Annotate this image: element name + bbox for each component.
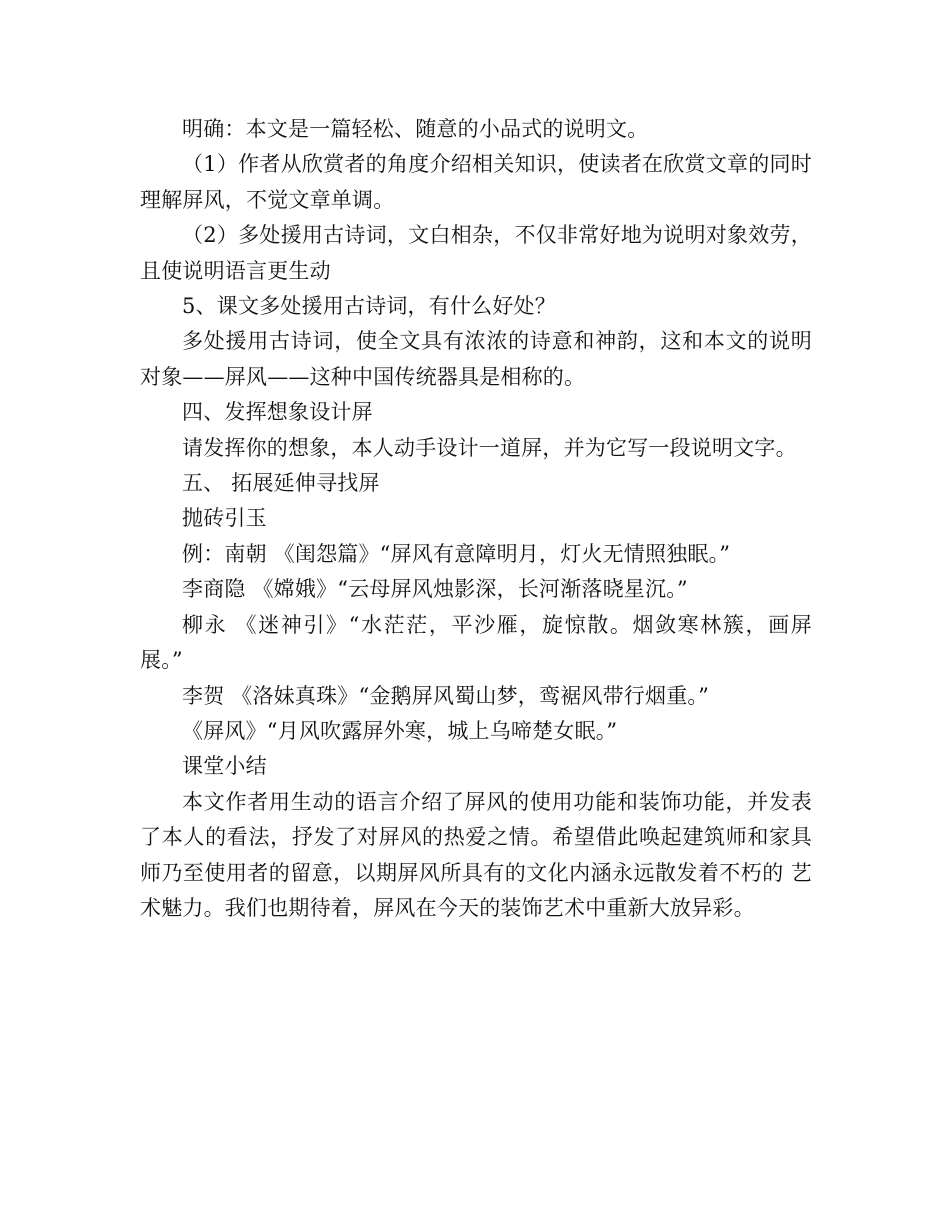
subheading-examples: 抛砖引玉 [182,506,267,531]
quote-southern-dynasty: 例：南朝 《闺怨篇》“屏风有意障明月，灯火无情照独眠。” [182,541,731,566]
section-heading-5: 五、 拓展延伸寻找屏 [182,471,380,496]
paragraph-summary: 本文作者用生动的语言介绍了屏风的使用功能和装饰功能，并发表了本人的看法，抒发了对屏风的热爱之情。希望借此唤起建筑师和家具师乃至使用者的留意，以期屏风所具有的文化内涵永远散发着不朽的 艺术魅力。我们也期待着，屏风在今天的装饰艺术中重新大放异彩。 [140,789,812,920]
section-heading-4: 四、发挥想象设计屏 [182,400,373,425]
document-body [140,112,812,926]
quote-liu-yong: 柳永 《迷神引》“水茫茫，平沙雁，旋惊散。烟敛寒林簇，画屏展。” [140,612,812,673]
paragraph-clarification: 明确：本文是一篇轻松、随意的小品式的说明文。 [182,117,649,141]
paragraph-design-task: 请发挥你的想象，本人动手设计一道屏，并为它写一段说明文字。 [182,435,797,460]
quote-li-shangyin: 李商隐 《嫦娥》“云母屏风烛影深，长河渐落晓星沉。” [182,577,688,602]
quote-li-he: 李贺 《洛妹真珠》“金鹅屏风蜀山梦，鸾裾风带行烟重。” [182,683,710,708]
paragraph-question-5: 5、课文多处援用古诗词，有什么好处？ [182,294,556,319]
section-heading-summary: 课堂小结 [182,754,267,779]
quote-screen-poem: 《屏风》“月风吹露屏外寒，城上乌啼楚女眠。” [182,718,618,743]
paragraph-point-2: （2）多处援用古诗词，文白相杂，不仅非常好地为说明对象效劳，且使说明语言更生动 [140,223,812,283]
paragraph-answer-5: 多处援用古诗词，使全文具有浓浓的诗意和神韵，这和本文的说明对象——屏风——这种中国传统器具是相称的。 [140,329,812,389]
paragraph-point-1: （1）作者从欣赏者的角度介绍相关知识，使读者在欣赏文章的同时理解屏风，不觉文章单调。 [140,152,812,212]
